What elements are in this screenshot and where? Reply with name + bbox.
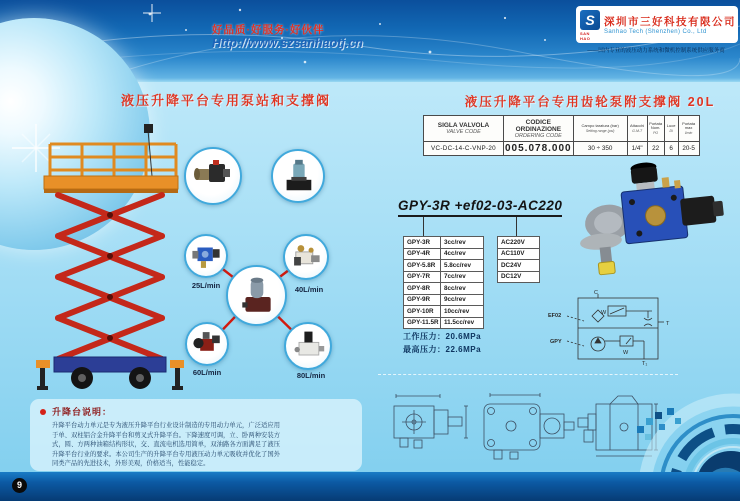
pump-unit-icon: [189, 239, 223, 273]
max-flow-value: 20-5: [678, 142, 699, 156]
displacement-cell: 9cc/rev: [441, 294, 484, 306]
lift-note-body: 升降平台动力单元是专为液压升降平台行业设计制造的专用动力单元，广泛适应用于单、双柱铝合金升降平台和剪叉式升降平台。下降速度可调，立、卧两种安装方式，圆、方两种油箱结构形状，交、直流电机选用简单，双油路各方面满足了液压升降平台行业的要求。本公司生产的升降平台专用液压动力单元吸收并优化了国外同类产品的先进技术，外形美观，价格适当，性能稳定。: [52, 422, 280, 468]
gear-pump-photo: [578, 160, 728, 290]
model-row: [404, 260, 484, 272]
voltage-row: [498, 271, 540, 283]
flow-rate-label-25l: 25L/min: [191, 281, 221, 290]
model-row: [404, 283, 484, 295]
model-row: [404, 237, 484, 249]
displacement-cell: 4cc/rev: [441, 248, 484, 260]
pump-unit-icon: [190, 327, 224, 361]
model-row: [404, 248, 484, 260]
sparkle-icon: [143, 4, 161, 22]
valve-spec-table: [423, 115, 700, 156]
model-cell: GPY-10R: [404, 306, 441, 318]
scissor-lift-photo: [28, 120, 188, 398]
model-cell: GPY-7R: [404, 271, 441, 283]
model-cell: GPY-5.8R: [404, 260, 441, 272]
flow-rate-label-60l: 60L/min: [192, 368, 222, 377]
pump-unit-icon: [193, 156, 233, 196]
displacement-cell: 3cc/rev: [441, 237, 484, 249]
pump-unit-icon: [279, 157, 317, 195]
working-pressure: 工作压力：20.6MPa: [403, 332, 482, 341]
displacement-cell: 5.8cc/rev: [441, 260, 484, 272]
hydraulic-schematic: [540, 286, 730, 366]
col-header: CODICE ORDINAZIONE: [515, 118, 562, 133]
ef02-label: EF02: [548, 313, 562, 319]
company-logo-box: [576, 6, 738, 43]
voltage-cell: DC24V: [498, 260, 540, 272]
lift-note-title: 升降台说明：: [52, 407, 113, 417]
displacement-cell: 11.5cc/rev: [441, 317, 484, 329]
bullet-icon: [40, 409, 46, 415]
pump-unit-icon: [290, 328, 326, 364]
port-t-label: T: [666, 321, 670, 327]
col-header: Portata max: [682, 120, 696, 131]
thread-size-value: 1/4": [627, 142, 647, 156]
model-row: [404, 294, 484, 306]
displacement-cell: 8cc/rev: [441, 283, 484, 295]
power-unit-photo-circle-center: [226, 265, 287, 326]
company-logo-icon: [580, 10, 600, 40]
nominal-flow-value: 22: [647, 142, 664, 156]
col-header: Luce: [666, 123, 676, 129]
pump-photo-circle-80l: [284, 322, 332, 370]
pump-photo-circle-40l: [283, 234, 329, 280]
w-label: W: [601, 310, 607, 316]
pump-photo-circle-1: [184, 147, 242, 205]
gpy-model-table: [403, 236, 484, 329]
pump-photo-circle-2: [271, 149, 325, 203]
model-row: [404, 271, 484, 283]
company-name-cn: 深圳市三好科技有限公司: [604, 16, 736, 28]
voltage-row: [498, 237, 540, 249]
flow-rate-label-40l: 40L/min: [294, 285, 324, 294]
model-code-heading: GPY-3R +ef02-03-AC220: [398, 198, 562, 217]
power-unit-icon: [236, 275, 278, 317]
quality-slogan: 好品质·好服务·好伙伴: [212, 24, 325, 36]
port-c-label: C: [594, 290, 598, 296]
model-cell: GPY-9R: [404, 294, 441, 306]
pump-photo-circle-60l: [185, 322, 229, 366]
col-header: Attacchi: [630, 123, 645, 129]
voltage-option-table: [497, 236, 540, 283]
valve-code-value: VC-DC-14-C-VNP-20: [424, 142, 504, 156]
port-t1-label: T₁: [642, 361, 648, 366]
model-cell: GPY-8R: [404, 283, 441, 295]
setting-range-value: 30 ÷ 350: [573, 142, 627, 156]
logo-wordmark: SAN HAO: [580, 30, 591, 41]
page-number-badge: 9: [12, 478, 27, 493]
model-row: [404, 317, 484, 329]
ordering-code-value: 005.078.000: [505, 143, 572, 154]
max-pressure: 最高压力：22.6MPa: [403, 345, 482, 354]
voltage-cell: AC110V: [498, 248, 540, 260]
w-label: W: [623, 350, 629, 356]
valve-table-header-row: SIGLA VALVOLA VALVE CODE CODICE ORDINAZIONE ORDERING CODE Campo taratura (bar) Setting range (psi) Attacchi G-M-T Portata Nom. PO Luce Di Portata max l/min: [424, 116, 700, 142]
model-row: [404, 306, 484, 318]
voltage-row: [498, 260, 540, 272]
displacement-cell: 7cc/rev: [441, 271, 484, 283]
voltage-row: [498, 248, 540, 260]
heading-connector-line: [516, 217, 517, 236]
company-tagline: ——国内专业的液压动力系统和微机控制系统供应服务商: [587, 48, 725, 54]
pump-unit-icon: [289, 240, 323, 274]
company-name-en: Sanhao Tech (Shenzhen) Co., Ltd: [604, 29, 707, 35]
displacement-cell: 10cc/rev: [441, 306, 484, 318]
pump-photo-circle-25l: [184, 234, 228, 278]
bottom-strip: [0, 472, 740, 501]
model-cell: GPY-4R: [404, 248, 441, 260]
website-url: Http://www.szsanhaotj.cn: [212, 36, 363, 50]
orifice-value: 6: [664, 142, 678, 156]
model-cell: GPY-3R: [404, 237, 441, 249]
col-header: Portata Nom.: [649, 120, 663, 131]
voltage-cell: AC220V: [498, 237, 540, 249]
voltage-cell: DC12V: [498, 271, 540, 283]
right-page-title: 液压升降平台专用齿轮泵附支撑阀 20L: [464, 95, 716, 109]
heading-connector-line: [423, 217, 424, 236]
logo-s-mark: S: [580, 10, 600, 30]
flow-rate-label-80l: 80L/min: [296, 371, 326, 380]
col-header: Campo taratura (bar): [581, 123, 619, 129]
valve-table-value-row: [424, 142, 700, 156]
gpy-label: GPY: [550, 339, 562, 345]
left-page-title: 液压升降平台专用泵站和支撑阀: [120, 93, 331, 108]
col-header: SIGLA VALVOLA: [437, 122, 490, 129]
model-cell: GPY-11.5R: [404, 317, 441, 329]
